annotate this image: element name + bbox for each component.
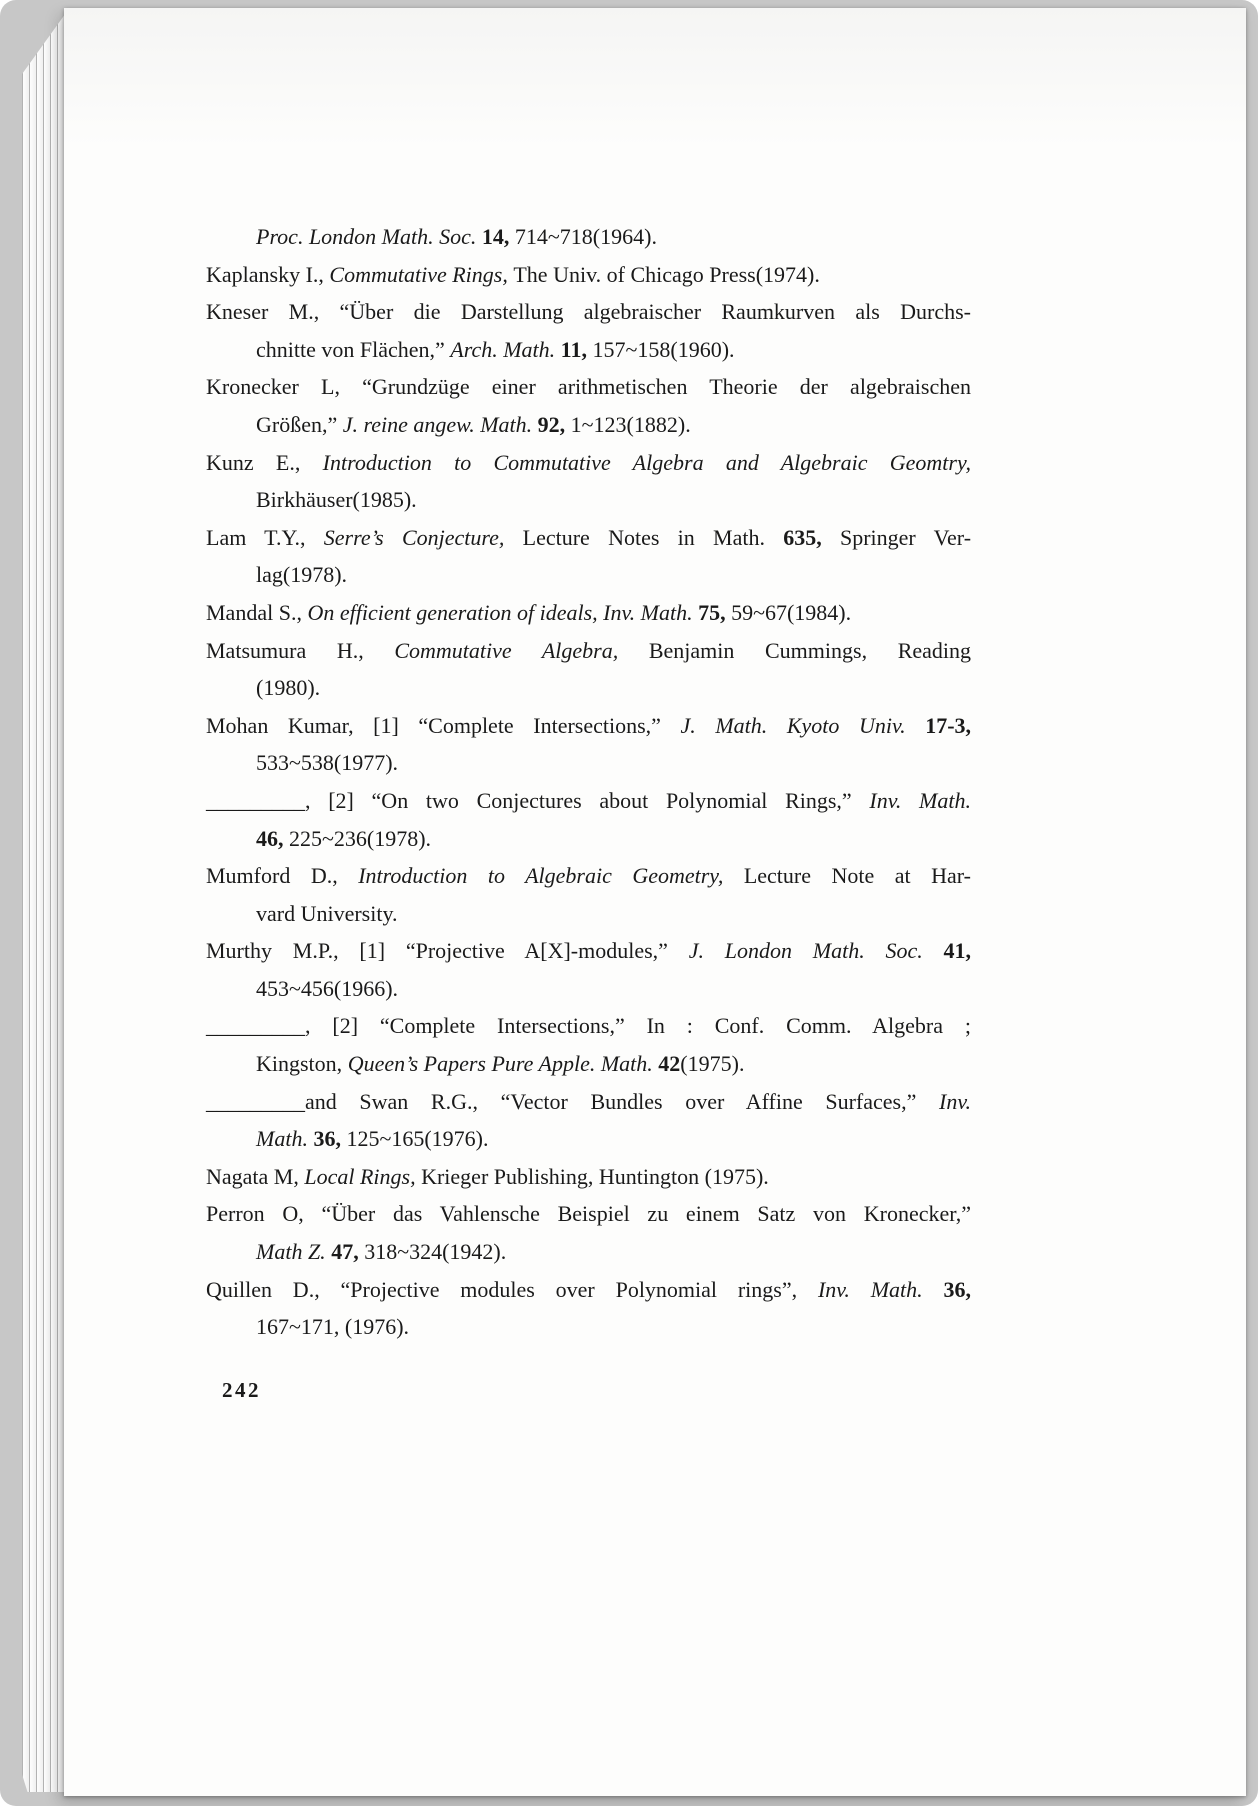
text-segment: 47, [331, 1239, 365, 1265]
text-segment: Inv. [939, 1088, 971, 1114]
reference-line [206, 481, 971, 519]
reference-line [206, 1007, 971, 1045]
text-segment: 225~236(1978). [289, 825, 432, 851]
reference-line [206, 218, 971, 256]
text-segment: Inv. Math. [817, 1276, 944, 1302]
text-segment: 92, [537, 411, 571, 437]
text-segment: Proc. London Math. Soc. [256, 224, 482, 249]
text-segment: Kingston, [256, 1051, 348, 1077]
text-segment: Birkhäuser(1985). [256, 487, 417, 513]
text-segment: Perron O, “Über das Vahlensche Beispiel zu einem Satz von Kronecker,” [206, 1201, 971, 1227]
reference-line [206, 744, 971, 782]
text-segment: _________, [2] “On two Conjectures about Polynomial Rings,” [206, 787, 870, 813]
text-segment: Kunz E., [206, 449, 323, 475]
text-segment: 46, [256, 825, 289, 851]
book-page-stack-edge [22, 10, 68, 1792]
text-segment: J. Math. Kyoto Univ. [680, 712, 926, 738]
text-segment: Springer Ver- [839, 524, 972, 550]
text-segment: Kneser M., “Über die Darstellung algebraischer Raumkurven als Durchs- [206, 299, 971, 325]
text-segment: Kronecker L, “Grundzüge einer arithmetischen Theorie der algebraischen [206, 374, 971, 400]
text-segment: 59~67(1984). [731, 599, 852, 625]
text-segment: On efficient generation of ideals, Inv. Math. [307, 599, 699, 625]
text-segment: 36, [943, 1276, 971, 1302]
text-segment: Local Rings, [304, 1163, 422, 1189]
text-segment: lag(1978). [256, 562, 348, 588]
reference-line [206, 707, 971, 745]
text-segment: 42 [658, 1051, 681, 1077]
text-segment: Mandal S., [206, 599, 308, 625]
text-segment: 635, [783, 524, 840, 550]
reference-line [206, 820, 971, 858]
reference-line [206, 1045, 971, 1083]
reference-line [206, 256, 971, 294]
text-segment: Math. [256, 1126, 314, 1152]
reference-line [206, 669, 971, 707]
text-segment: Inv. Math. [869, 787, 971, 813]
text-segment: _________and Swan R.G., “Vector Bundles over Affine Surfaces,” [206, 1088, 940, 1114]
reference-line [206, 1308, 971, 1346]
reference-line [206, 444, 971, 482]
reference-line [206, 1083, 971, 1121]
text-segment: Murthy M.P., [1] “Projective A[X]-modules,” [206, 938, 689, 964]
text-segment: 17-3, [925, 712, 972, 738]
text-segment: _________, [2] “Complete Intersections,” In : Conf. Comm. Algebra ; [206, 1013, 971, 1039]
text-segment: Mumford D., [206, 863, 359, 889]
reference-line [206, 1271, 971, 1309]
reference-line [206, 293, 971, 331]
text-segment: Größen,” [256, 411, 343, 437]
text-segment: Serre’s Conjecture, [323, 524, 523, 550]
text-segment: 41, [943, 938, 972, 964]
text-segment: Arch. Math. [450, 336, 561, 362]
text-segment: 14, [481, 224, 515, 249]
text-segment: 75, [698, 599, 732, 625]
text-segment: 11, [560, 336, 593, 362]
text-segment: J. London Math. Soc. [688, 938, 944, 964]
text-segment: vard University. [256, 900, 398, 926]
reference-line [206, 970, 971, 1008]
text-segment: Commutative Rings, [329, 261, 514, 287]
references-section [206, 218, 971, 1409]
reference-line [206, 632, 971, 670]
reference-line [206, 1158, 971, 1196]
text-segment: Lecture Notes in Math. [522, 524, 784, 550]
text-segment: Mohan Kumar, [1] “Complete Intersections,” [206, 712, 681, 738]
reference-line [206, 1233, 971, 1271]
text-segment: 36, [313, 1126, 347, 1152]
text-segment: Krieger Publishing, Huntington (1975). [421, 1163, 769, 1189]
text-segment: chnitte von Flächen,” [256, 336, 451, 362]
reference-line [206, 1195, 971, 1233]
text-segment: Kaplansky I., [206, 261, 330, 287]
text-segment: Introduction to Algebraic Geometry, [358, 863, 744, 889]
text-segment: Quillen D., “Projective modules over Polynomial rings”, [206, 1276, 818, 1302]
reference-line [206, 857, 971, 895]
text-segment: Queen’s Papers Pure Apple. Math. [347, 1051, 659, 1077]
text-segment: J. reine angew. Math. [342, 411, 538, 437]
text-segment: 714~718(1964). [514, 224, 657, 249]
text-segment: Nagata M, [206, 1163, 305, 1189]
reference-line [206, 782, 971, 820]
text-segment: Math Z. [256, 1239, 332, 1265]
text-segment: (1980). [256, 675, 321, 701]
text-segment: Commutative Algebra, [394, 637, 649, 663]
text-segment: Matsumura H., [206, 637, 395, 663]
reference-line [206, 519, 971, 557]
text-segment: Lam T.Y., [206, 524, 324, 550]
reference-line [206, 331, 971, 369]
text-segment: The Univ. of Chicago Press(1974). [513, 261, 820, 287]
reference-line [206, 368, 971, 406]
text-segment: 453~456(1966). [256, 975, 399, 1001]
text-segment: 167~171, (1976). [256, 1314, 410, 1340]
page-number: 242 [222, 1377, 261, 1402]
reference-line [206, 932, 971, 970]
text-segment: Lecture Note at Har- [743, 863, 971, 889]
reference-line [206, 556, 971, 594]
reference-line [206, 1120, 971, 1158]
text-segment: Benjamin Cummings, Reading [648, 637, 972, 663]
reference-line [206, 895, 971, 933]
text-segment: 533~538(1977). [256, 750, 399, 776]
references-list [206, 218, 971, 1346]
text-segment: Introduction to Commutative Algebra and Algebraic Geomtry, [322, 449, 972, 475]
text-segment: 157~158(1960). [592, 336, 735, 362]
reference-line [206, 406, 971, 444]
text-segment: 318~324(1942). [364, 1239, 507, 1265]
text-segment: 125~165(1976). [346, 1126, 489, 1152]
book-page [64, 8, 1246, 1796]
text-segment: (1975). [680, 1051, 745, 1077]
reference-line [206, 594, 971, 632]
text-segment: 1~123(1882). [570, 411, 691, 437]
